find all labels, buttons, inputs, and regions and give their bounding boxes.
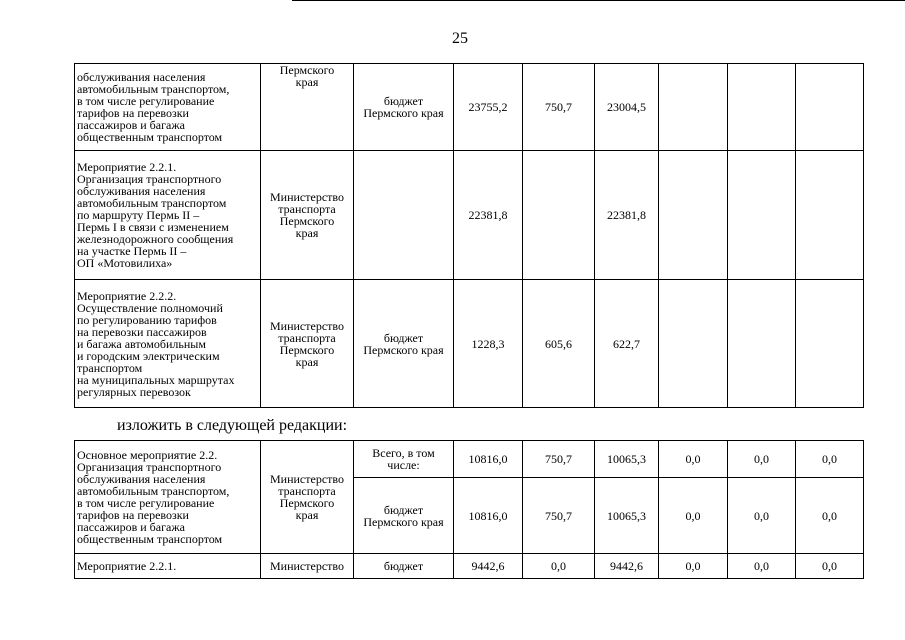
table-row — [75, 554, 864, 579]
cell-name: Мероприятие 2.2.2. Осуществление полномочий по регулированию тарифов на перевозки пассажиров и багажа автомобильным и городским электрическим транспортом на муниципальных маршрутах регулярных перевозок — [75, 280, 261, 408]
page-number: 25 — [452, 30, 468, 47]
cell-name: Основное мероприятие 2.2. Организация транспортного обслуживания населения автомобильным транспортом, в том числе регулирование тарифов на перевозки пассажиров и багажа общественным транспортом — [75, 441, 261, 554]
cell-executor: Министерство транспорта Пермского края — [261, 441, 354, 554]
cell-value: 9442,6 — [595, 554, 659, 579]
cell-value — [728, 280, 796, 408]
cell-value: 0,0 — [796, 478, 864, 554]
table-row — [75, 64, 864, 151]
instruction-text: изложить в следующей редакции: — [117, 417, 348, 434]
cell-value — [523, 151, 595, 280]
cell-value — [796, 280, 864, 408]
cell-value: 605,6 — [523, 280, 595, 408]
cell-value: 0,0 — [659, 441, 728, 478]
top-rule — [292, 0, 905, 1]
cell-value: 22381,8 — [595, 151, 659, 280]
cell-executor: Министерство транспорта Пермского края — [261, 151, 354, 280]
cell-value: 0,0 — [796, 441, 864, 478]
cell-value: 0,0 — [523, 554, 595, 579]
cell-value: 23004,5 — [595, 64, 659, 151]
cell-value: 0,0 — [796, 554, 864, 579]
cell-source: бюджет Пермского края — [354, 64, 454, 151]
cell-value — [659, 280, 728, 408]
cell-value: 22381,8 — [454, 151, 523, 280]
table-after — [74, 440, 864, 579]
cell-executor: Министерство транспорта Пермского края — [261, 280, 354, 408]
cell-value: 750,7 — [523, 441, 595, 478]
cell-source: Всего, в том числе: — [354, 441, 454, 478]
cell-value: 9442,6 — [454, 554, 523, 579]
cell-source: бюджет — [354, 554, 454, 579]
cell-value: 10065,3 — [595, 441, 659, 478]
table-row — [75, 441, 864, 478]
cell-value: 0,0 — [728, 478, 796, 554]
cell-source: бюджет Пермского края — [354, 280, 454, 408]
cell-name: Мероприятие 2.2.1. — [75, 554, 261, 579]
cell-value: 10816,0 — [454, 478, 523, 554]
cell-source: бюджет Пермского края — [354, 478, 454, 554]
cell-value: 750,7 — [523, 64, 595, 151]
cell-value: 10065,3 — [595, 478, 659, 554]
cell-value — [728, 151, 796, 280]
cell-value: 622,7 — [595, 280, 659, 408]
cell-value: 0,0 — [659, 554, 728, 579]
table-row — [75, 280, 864, 408]
cell-executor: Пермского края — [261, 64, 354, 151]
cell-value: 0,0 — [728, 441, 796, 478]
cell-name: Мероприятие 2.2.1. Организация транспортного обслуживания населения автомобильным транспортом по маршруту Пермь II – Пермь I в связи с изменением железнодорожного сообщения на участке Пермь II – ОП «Мотовилиха» — [75, 151, 261, 280]
cell-value — [728, 64, 796, 151]
table-row — [75, 151, 864, 280]
cell-value — [796, 64, 864, 151]
cell-value: 0,0 — [728, 554, 796, 579]
cell-value — [796, 151, 864, 280]
cell-value: 10816,0 — [454, 441, 523, 478]
cell-value — [659, 151, 728, 280]
cell-value — [659, 64, 728, 151]
cell-executor: Министерство — [261, 554, 354, 579]
cell-name: обслуживания населения автомобильным транспортом, в том числе регулирование тарифов на перевозки пассажиров и багажа общественным транспортом — [75, 64, 261, 151]
cell-value: 23755,2 — [454, 64, 523, 151]
table-before — [74, 63, 864, 408]
cell-value: 1228,3 — [454, 280, 523, 408]
cell-value: 750,7 — [523, 478, 595, 554]
cell-source — [354, 151, 454, 280]
cell-value: 0,0 — [659, 478, 728, 554]
